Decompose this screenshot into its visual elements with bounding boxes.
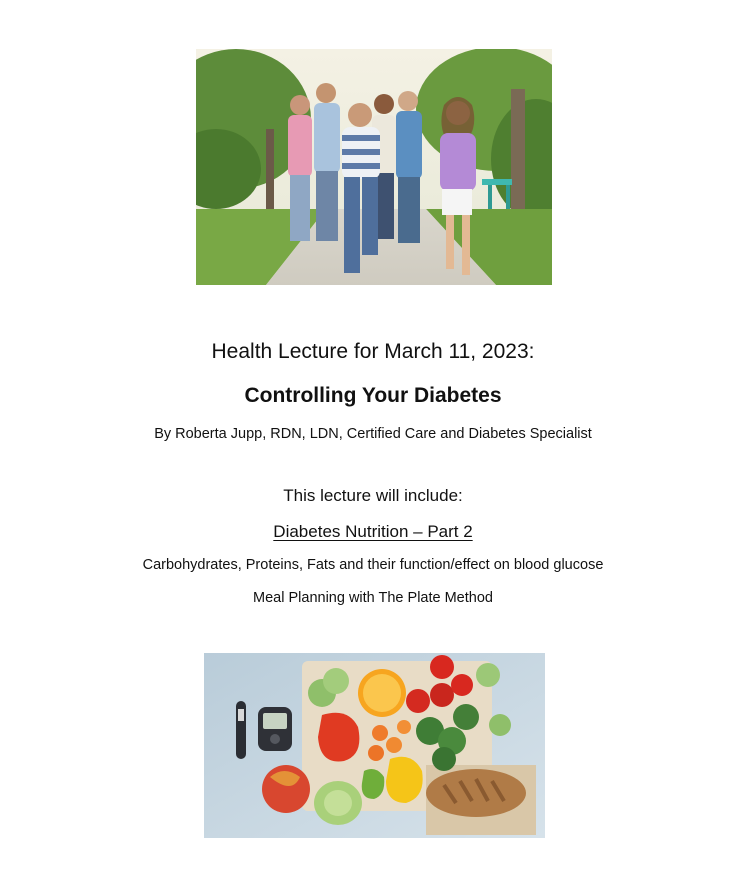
lecture-intro: This lecture will include: bbox=[283, 486, 463, 505]
lecture-topic bbox=[0, 522, 746, 542]
food-photo bbox=[204, 653, 545, 838]
lecture-title: Controlling Your Diabetes bbox=[244, 384, 502, 407]
lecture-byline: By Roberta Jupp, RDN, LDN, Certified Care and Diabetes Specialist bbox=[154, 426, 592, 442]
lecture-topic-text: Diabetes Nutrition – Part 2 bbox=[273, 522, 473, 541]
lecture-item: Meal Planning with The Plate Method bbox=[253, 590, 493, 606]
family-photo bbox=[196, 49, 552, 285]
lecture-heading: Health Lecture for March 11, 2023: bbox=[211, 340, 535, 363]
lecture-item: Carbohydrates, Proteins, Fats and their function/effect on blood glucose bbox=[142, 557, 604, 573]
